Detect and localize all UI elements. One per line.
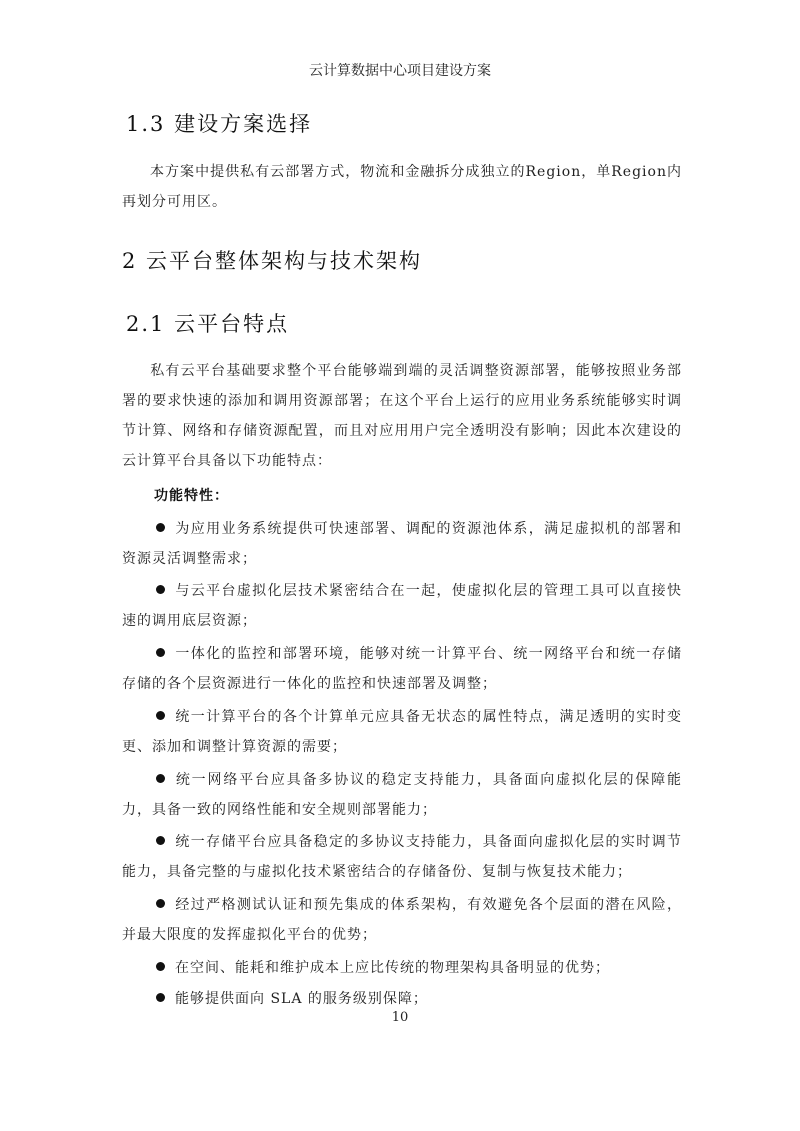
list-item xyxy=(122,702,682,762)
list-item xyxy=(122,514,682,574)
feature-heading: 功能特性： xyxy=(154,488,229,504)
list-item-text: 与云平台虚拟化层技术紧密结合在一起，使虚拟化层的管理工具可以直接快速的调用底层资源； xyxy=(122,583,682,629)
section-2-1-paragraph xyxy=(122,356,682,476)
list-item-text: 统一网络平台应具备多协议的稳定支持能力，具备面向虚拟化层的保障能力，具备一致的网络性能和安全规则部署能力； xyxy=(122,772,682,818)
page-number: 10 xyxy=(391,1010,409,1025)
section-2-1-paragraph-text: 私有云平台基础要求整个平台能够端到端的灵活调整资源部署，能够按照业务部署的要求快速的添加和调用资源部署；在这个平台上运行的应用业务系统能够实时调节计算、网络和存储资源配置，而且对应用用户完全透明没有影响；因此本次建设的云计算平台具备以下功能特点： xyxy=(122,363,682,469)
bullet-icon xyxy=(156,899,165,908)
list-item xyxy=(122,890,682,950)
list-item xyxy=(122,576,682,636)
list-item xyxy=(122,953,682,983)
bullet-icon xyxy=(156,962,165,971)
bullet-icon xyxy=(156,993,165,1002)
section-1-3-paragraph-text: 本方案中提供私有云部署方式，物流和金融拆分成独立的Region，单Region内再划分可用区。 xyxy=(122,164,682,210)
list-item xyxy=(122,765,682,825)
section-heading-2: 2 云平台整体架构与技术架构 xyxy=(122,249,423,273)
bullet-icon xyxy=(156,836,165,845)
running-header: 云计算数据中心项目建设方案 xyxy=(309,63,491,79)
list-item-text: 经过严格测试认证和预先集成的体系架构，有效避免各个层面的潜在风险，并最大限度的发挥虚拟化平台的优势； xyxy=(122,897,682,943)
section-heading-1-3: 1.3 建设方案选择 xyxy=(126,112,313,136)
list-item-text: 统一计算平台的各个计算单元应具备无状态的属性特点，满足透明的实时变更、添加和调整计算资源的需要； xyxy=(122,709,682,755)
list-item-text: 为应用业务系统提供可快速部署、调配的资源池体系，满足虚拟机的部署和资源灵活调整需求； xyxy=(122,521,682,567)
bullet-icon xyxy=(156,585,165,594)
bullet-icon xyxy=(156,711,165,720)
list-item-text: 统一存储平台应具备稳定的多协议支持能力，具备面向虚拟化层的实时调节能力，具备完整的与虚拟化技术紧密结合的存储备份、复制与恢复技术能力； xyxy=(122,834,682,880)
section-1-3-paragraph xyxy=(122,157,682,217)
list-item-text: 一体化的监控和部署环境，能够对统一计算平台、统一网络平台和统一存储存储的各个层资源进行一体化的监控和快速部署及调整； xyxy=(122,646,682,692)
list-item-text: 能够提供面向 SLA 的服务级别保障； xyxy=(175,991,428,1007)
section-heading-2-1: 2.1 云平台特点 xyxy=(126,312,290,336)
bullet-icon xyxy=(156,523,165,532)
list-item xyxy=(122,827,682,887)
bullet-icon xyxy=(156,648,165,657)
list-item xyxy=(122,639,682,699)
bullet-icon xyxy=(156,774,165,783)
list-item-text: 在空间、能耗和维护成本上应比传统的物理架构具备明显的优势； xyxy=(175,960,610,976)
